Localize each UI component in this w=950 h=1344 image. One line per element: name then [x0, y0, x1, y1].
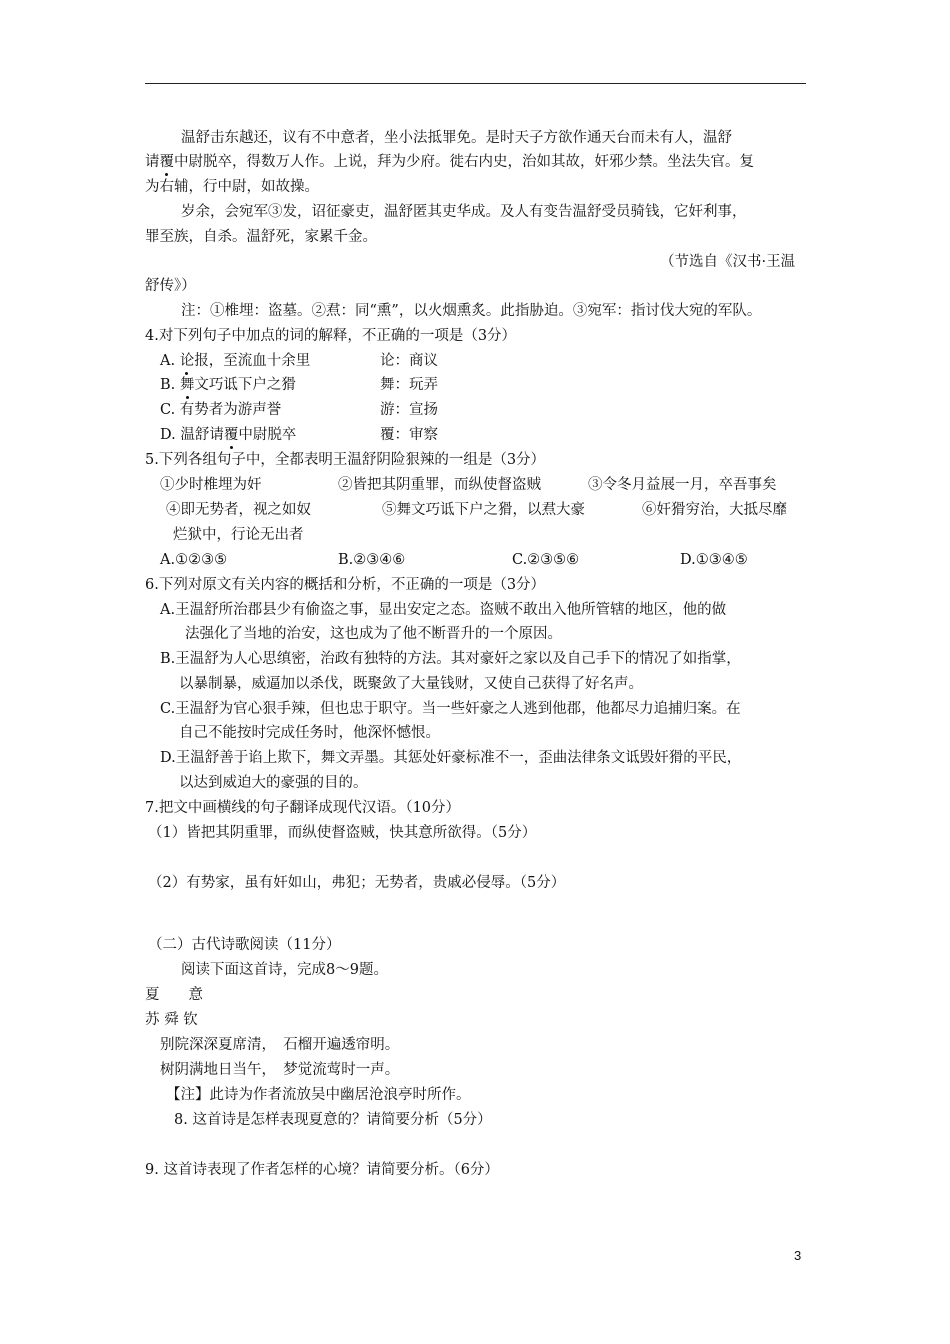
poem-line-1: 别院深深夏席清， 石榴开遍透帘明。	[160, 1037, 400, 1053]
q4-option-b	[160, 375, 296, 395]
dotted-char: 论	[179, 353, 195, 369]
header-rule	[145, 83, 806, 84]
q7-sentence-2: （2）有势家，虽有奸如山，弗犯；无势者，贵戚必侵辱。（5分）	[148, 875, 566, 891]
q8-question: 8. 这首诗是怎样表现夏意的？请简要分析（5分）	[174, 1112, 492, 1128]
q9-question: 9. 这首诗表现了作者怎样的心境？请简要分析。（6分）	[145, 1162, 499, 1178]
text-run: 中尉脱卒，得数万人作。上说，拜为少府。徙右内史，治如其故，奸邪少禁。坐法失官。复	[174, 154, 754, 170]
q5-choice-d: D.①③④⑤	[680, 552, 748, 568]
text-run: 温舒请	[180, 427, 224, 443]
q5-item-3: ③令冬月益展一月，卒吾事矣	[588, 477, 777, 493]
passage-p2-line1: 岁余，会宛军③发，诏征豪吏，温舒匿其吏华成。及人有变告温舒受员骑钱，它奸利事，	[181, 204, 747, 220]
q7-title: 7.把文中画横线的句子翻译成现代汉语。（10分）	[145, 800, 461, 816]
passage-p2-line2: 罪至族，自杀。温舒死，家累千金。	[145, 229, 377, 245]
passage-p1-line1: 温舒击东越还，议有不中意者，坐小法抵罪免。是时天子方欲作通天台而未有人，温舒	[181, 130, 732, 146]
q5-item-5: ⑤舞文巧诋下户之猾，以焄大豪	[382, 502, 585, 518]
source-line1: （节选自《汉书·王温	[660, 254, 796, 270]
q6-option-a-line2: 法强化了当地的治安，这也成为了他不断晋升的一个原因。	[185, 626, 562, 642]
option-label: D.	[160, 427, 176, 443]
q4-option-d	[160, 425, 296, 445]
text-run: 请	[145, 154, 160, 170]
q5-choice-a: A.①②③⑤	[160, 552, 228, 568]
text-run: 游	[237, 402, 253, 418]
q6-title: 6.下列对原文有关内容的概括和分析，不正确的一项是（3分）	[145, 577, 546, 593]
q5-item-6-cont: 烂狱中，行论无出者	[173, 527, 304, 543]
q6-option-b-line2: 以暴制暴，威逼加以杀伐，既聚敛了大量钱财，又使自己获得了好名声。	[179, 676, 643, 692]
text-run: 声誉	[252, 402, 282, 418]
q6-option-c-line2: 自己不能按时完成任务时，他深怀憾恨。	[179, 725, 440, 741]
q5-choice-b: B.②③④⑥	[338, 552, 406, 568]
passage-note: 注：①椎埋：盗墓。②焄：同“熏”，以火烟熏炙。此指胁迫。③宛军：指讨伐大宛的军队。	[181, 303, 762, 319]
q6-option-b-line1: B.王温舒为人心思缜密，治政有独特的方法。其对豪奸之家以及自己手下的情况了如指掌，	[160, 651, 741, 667]
q5-title: 5.下列各组句子中，全都表明王温舒阴险狠辣的一组是（3分）	[145, 452, 546, 468]
q4-gloss-b: 舞：玩弄	[380, 377, 438, 393]
text-run: 报，至流血十余里	[194, 353, 311, 369]
poem-note: 【注】此诗为作者流放吴中幽居沧浪亭时所作。	[166, 1087, 471, 1103]
q4-option-a	[160, 351, 310, 371]
q5-item-2: ②皆把其阴重罪，而纵使督盗贼	[338, 477, 541, 493]
option-label: A.	[160, 353, 176, 369]
passage-p1-line3: 为右辅，行中尉，如故操。	[145, 179, 319, 195]
q4-option-c	[160, 400, 281, 420]
q5-choice-c: C.②③⑤⑥	[512, 552, 580, 568]
q7-sentence-1: （1）皆把其阴重罪，而纵使督盗贼，快其意所欲得。（5分）	[148, 825, 537, 841]
poetry-instruction: 阅读下面这首诗，完成8～9题。	[181, 962, 388, 978]
poem-title: 夏 意	[145, 987, 203, 1003]
option-label: C.	[160, 402, 176, 418]
poem-author: 苏 舜 钦	[145, 1012, 198, 1028]
option-label: B.	[160, 377, 176, 393]
q6-option-c-line1: C.王温舒为官心狠手辣，但也忠于职守。当一些奸豪之人逃到他郡，他都尽力追捕归案。在	[160, 701, 741, 717]
poem-line-2: 树阴满地日当午， 梦觉流莺时一声。	[160, 1062, 400, 1078]
q4-title: 4.对下列句子中加点的词的解释，不正确的一项是（3分）	[145, 328, 517, 344]
page-number: 3	[794, 1248, 802, 1263]
text-run: 中尉脱卒	[238, 427, 297, 443]
q5-item-1: ①少时椎埋为奸	[160, 477, 262, 493]
q5-item-4: ④即无势者，视之如奴	[166, 502, 311, 518]
dotted-char: 覆	[223, 427, 239, 443]
q6-option-d-line2: 以达到威迫大的豪强的目的。	[179, 775, 368, 791]
poetry-section-title: （二）古代诗歌阅读（11分）	[148, 937, 341, 953]
source-line2: 舒传》）	[145, 278, 196, 294]
q6-option-a-line1: A.王温舒所治郡县少有偷盗之事，显出安定之态。盗贼不敢出入他所管辖的地区，他的做	[160, 602, 727, 618]
passage-p1-line2	[145, 152, 754, 172]
text-run: 有势者为	[179, 402, 238, 418]
q6-option-d-line1: D.王温舒善于谄上欺下，舞文弄墨。其惩处奸豪标准不一，歪曲法律条文诋毁奸猾的平民，	[160, 750, 742, 766]
q5-item-6: ⑥奸猾穷治，大抵尽靡	[642, 502, 787, 518]
dotted-char: 覆	[159, 154, 174, 170]
q4-gloss-a: 论：商议	[380, 353, 438, 369]
text-run: 文巧诋下户之猾	[194, 377, 296, 393]
dotted-char: 舞	[179, 377, 195, 393]
q4-gloss-c: 游：宣扬	[380, 402, 438, 418]
q4-gloss-d: 覆：审察	[380, 427, 438, 443]
